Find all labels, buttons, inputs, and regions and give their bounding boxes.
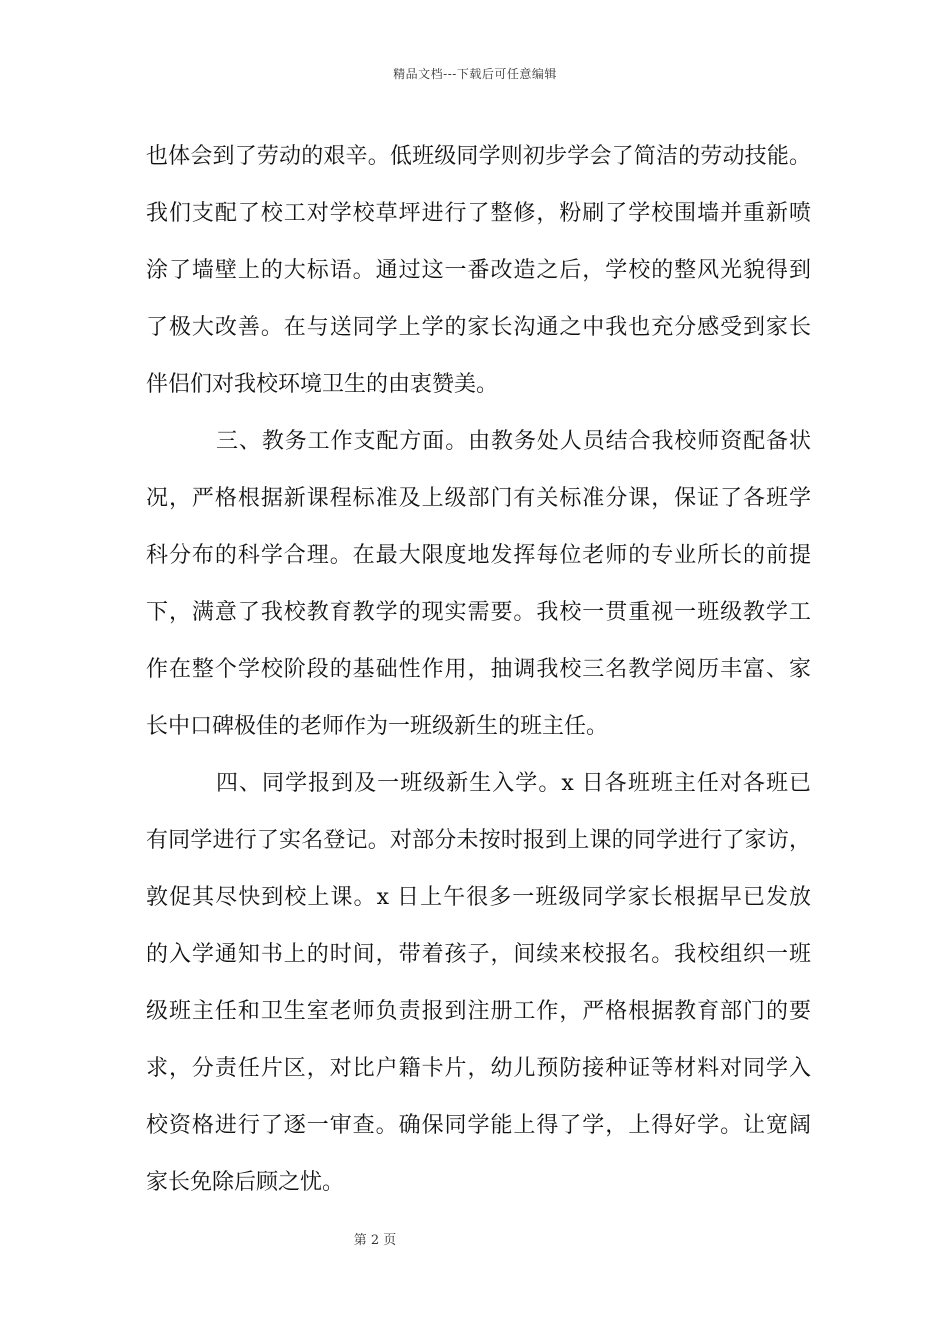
text-line: 况，严格根据新课程标准及上级部门有关标准分课，保证了各班学 (146, 486, 811, 511)
paragraph-3 (146, 755, 811, 1211)
text-line: 长中口碑极佳的老师作为一班级新生的班主任。 (146, 714, 609, 739)
document-body (146, 128, 811, 1211)
paragraph-1 (146, 128, 811, 413)
page-header: 精品文档---下载后可任意编辑 (393, 67, 557, 81)
text-line: 涂了墙壁上的大标语。通过这一番改造之后，学校的整风光貌得到 (146, 258, 811, 283)
text-line: 四、同学报到及一班级新生入学。x 日各班班主任对各班已 (216, 771, 811, 796)
text-line: 家长免除后顾之忧。 (146, 1170, 345, 1195)
text-line: 求，分责任片区，对比户籍卡片，幼儿预防接种证等材料对同学入 (146, 1056, 811, 1081)
text-line: 也体会到了劳动的艰辛。低班级同学则初步学会了简洁的劳动技能。 (146, 144, 811, 169)
paragraph-2 (146, 413, 811, 755)
text-line: 科分布的科学合理。在最大限度地发挥每位老师的专业所长的前提 (146, 543, 811, 568)
page-number: 第 2 页 (353, 1233, 397, 1248)
text-line: 校资格进行了逐一审查。确保同学能上得了学，上得好学。让宽阔 (146, 1113, 811, 1138)
text-line: 我们支配了校工对学校草坪进行了整修，粉刷了学校围墙并重新喷 (146, 201, 811, 226)
text-line: 了极大改善。在与送同学上学的家长沟通之中我也充分感受到家长 (146, 315, 811, 340)
text-line: 的入学通知书上的时间，带着孩子，间续来校报名。我校组织一班 (146, 942, 811, 967)
text-line: 有同学进行了实名登记。对部分未按时报到上课的同学进行了家访， (146, 828, 811, 853)
text-line: 伴侣们对我校环境卫生的由衷赞美。 (146, 372, 499, 397)
text-line: 下，满意了我校教育教学的现实需要。我校一贯重视一班级教学工 (146, 600, 811, 625)
text-line: 作在整个学校阶段的基础性作用，抽调我校三名教学阅历丰富、家 (146, 657, 811, 682)
text-line: 敦促其尽快到校上课。x 日上午很多一班级同学家长根据早已发放 (146, 885, 811, 910)
text-line: 级班主任和卫生室老师负责报到注册工作，严格根据教育部门的要 (146, 999, 811, 1024)
text-line: 三、教务工作支配方面。由教务处人员结合我校师资配备状 (216, 429, 811, 454)
